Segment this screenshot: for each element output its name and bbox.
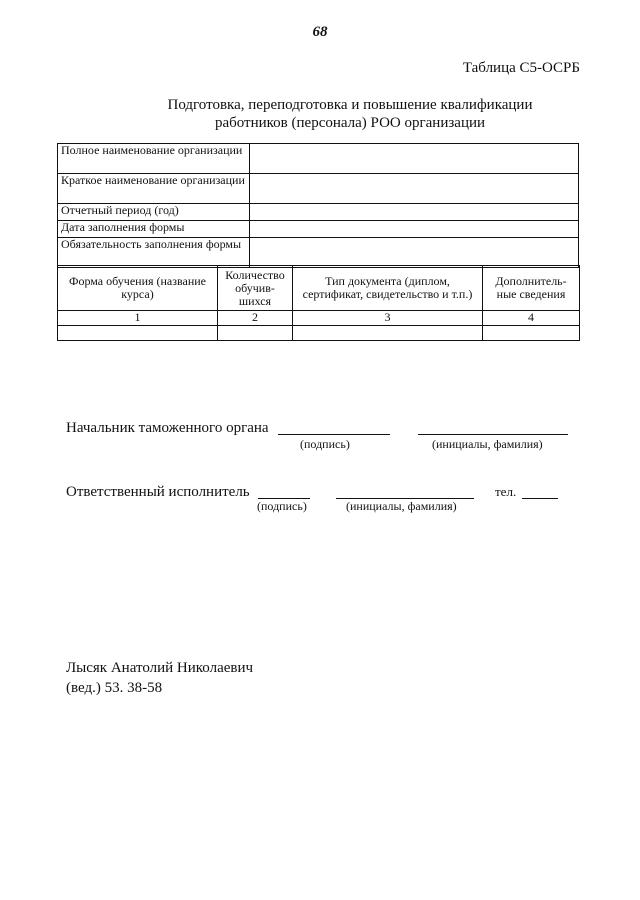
table-row — [58, 221, 579, 238]
responsible-signature-caption: (подпись) — [257, 499, 307, 513]
table-cell[interactable] — [58, 326, 218, 341]
table-row — [58, 144, 579, 174]
chief-signature-line[interactable] — [278, 422, 390, 435]
chief-name-caption: (инициалы, фамилия) — [432, 437, 543, 451]
table-cell[interactable] — [218, 326, 293, 341]
author-name: Лысяк Анатолий Николаевич — [66, 660, 254, 676]
reporting-period-value[interactable] — [250, 204, 579, 221]
table-header-row — [58, 266, 580, 311]
responsible-name-line[interactable] — [336, 486, 474, 499]
table-cell[interactable] — [293, 326, 483, 341]
responsible-name-caption: (инициалы, фамилия) — [346, 499, 457, 513]
table-id: Таблица С5-ОСРБ — [462, 60, 580, 76]
column-header-extra-info: Дополнитель-ные сведения — [483, 266, 580, 311]
table-row — [58, 326, 580, 341]
short-name-value[interactable] — [250, 174, 579, 204]
responsible-label: Ответственный исполнитель — [66, 484, 250, 500]
phone-line[interactable] — [522, 486, 558, 499]
mandatory-label: Обязательность заполнения формы — [58, 238, 250, 268]
column-number: 3 — [293, 311, 483, 326]
column-number: 1 — [58, 311, 218, 326]
chief-signature-caption: (подпись) — [300, 437, 350, 451]
training-table — [57, 265, 580, 341]
author-phone: (вед.) 53. 38-58 — [66, 680, 163, 696]
fill-date-label: Дата заполнения формы — [58, 221, 250, 238]
phone-label: тел. — [495, 484, 517, 499]
table-row — [58, 174, 579, 204]
reporting-period-label: Отчетный период (год) — [58, 204, 250, 221]
full-name-value[interactable] — [250, 144, 579, 174]
table-cell[interactable] — [483, 326, 580, 341]
column-number: 2 — [218, 311, 293, 326]
table-row — [58, 238, 579, 268]
chief-label: Начальник таможенного органа — [66, 420, 269, 436]
chief-name-line[interactable] — [418, 422, 568, 435]
page-number: 68 — [312, 24, 328, 40]
column-number: 4 — [483, 311, 580, 326]
column-header-course: Форма обучения (название курса) — [58, 266, 218, 311]
organization-info-table — [57, 143, 579, 268]
column-header-count: Количество обучив-шихся — [218, 266, 293, 311]
responsible-signature-line[interactable] — [258, 486, 310, 499]
fill-date-value[interactable] — [250, 221, 579, 238]
short-name-label: Краткое наименование организации — [58, 174, 250, 204]
document-title — [60, 96, 640, 132]
full-name-label: Полное наименование организации — [58, 144, 250, 174]
column-numbers-row — [58, 311, 580, 326]
document-title-line-1: Подготовка, переподготовка и повышение квалификации — [167, 97, 533, 113]
mandatory-value[interactable] — [250, 238, 579, 268]
document-title-line-2: работников (персонала) РОО организации — [214, 115, 486, 131]
column-header-document-type: Тип документа (диплом, сертификат, свидетельство и т.п.) — [293, 266, 483, 311]
table-row — [58, 204, 579, 221]
